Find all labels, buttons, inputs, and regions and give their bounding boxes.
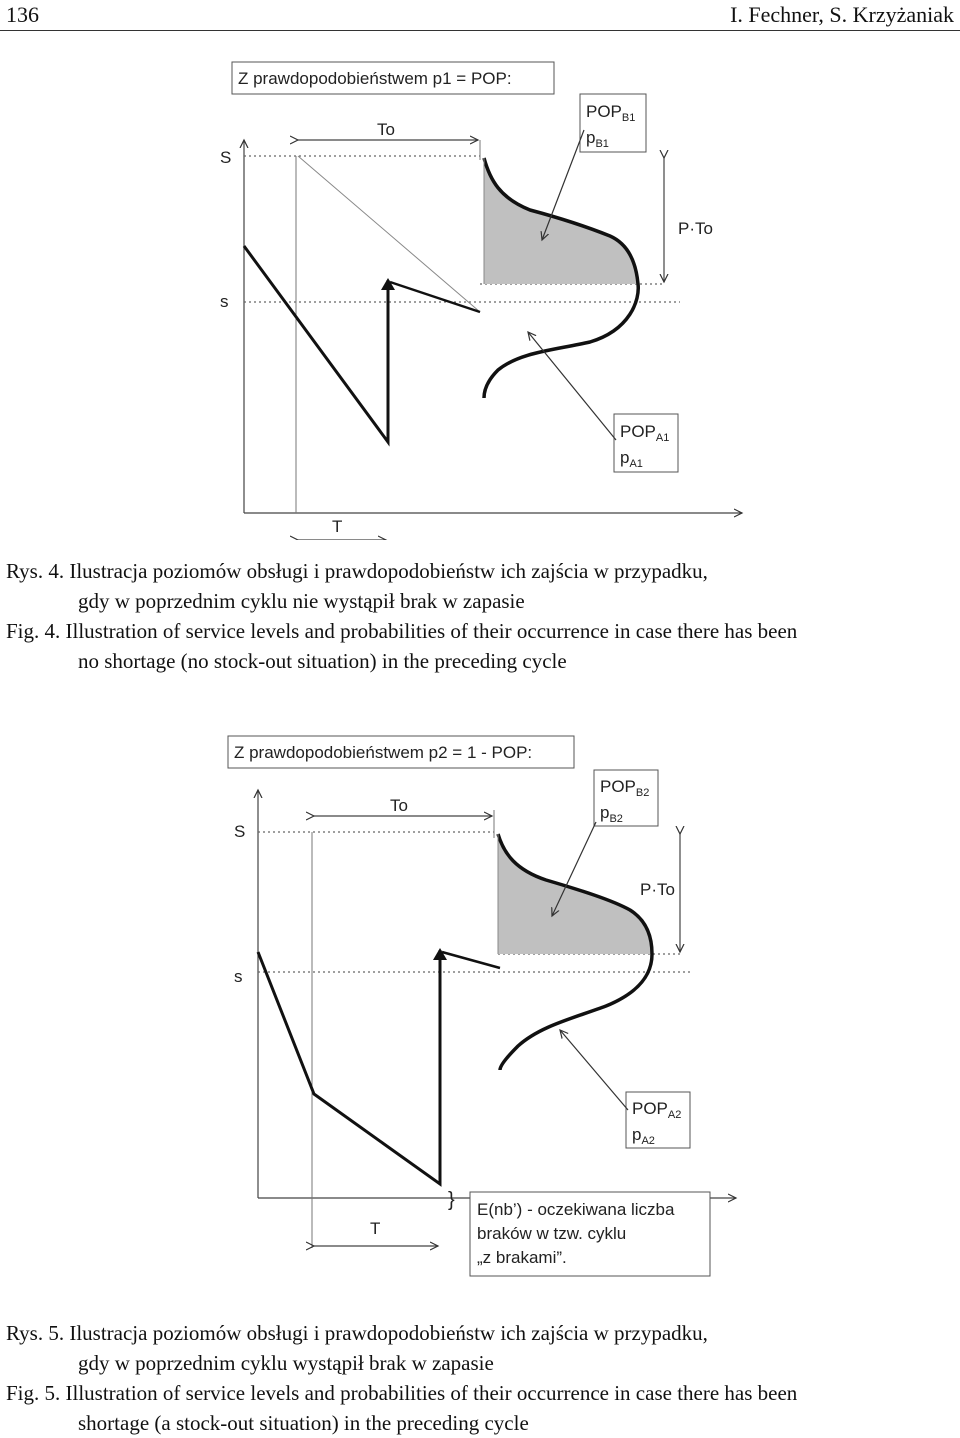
- label-S: S: [220, 148, 232, 167]
- inventory-path: [244, 246, 388, 442]
- label-s: s: [234, 967, 243, 986]
- label-s: s: [220, 292, 229, 311]
- shortage-line1: E(nb’) - oczekiwana liczba: [477, 1200, 675, 1219]
- caption-en-line1: Fig. 5. Illustration of service levels and probabilities of their occurrence in case there has been: [6, 1381, 798, 1405]
- label-To: To: [390, 796, 408, 815]
- post-delivery-line: [390, 282, 480, 312]
- caption-en-line2: no shortage (no stock-out situation) in the preceding cycle: [78, 649, 567, 673]
- label-T: T: [332, 517, 343, 536]
- label-PTo: P·To: [678, 219, 713, 238]
- pop-a2-label: $POP_{A2}$: [632, 1099, 682, 1121]
- pop-b-shaded-area: [484, 158, 638, 284]
- figure-4-diagram: [0, 0, 960, 540]
- label-PTo: P·To: [640, 880, 675, 899]
- p-a1-label: $p_{A1}$: [620, 448, 643, 470]
- inventory-path: [258, 952, 440, 1184]
- caption-pl-line2: gdy w poprzednim cyklu wystąpił brak w zapasie: [78, 1351, 494, 1375]
- pop-a1-label: $POP_{A1}$: [620, 422, 670, 444]
- caption-pl-line2: gdy w poprzednim cyklu nie wystąpił brak w zapasie: [78, 589, 525, 613]
- p-a2-label: $p_{A2}$: [632, 1125, 655, 1147]
- figure-4-caption: [6, 556, 797, 676]
- caption-en-line2: shortage (a stock-out situation) in the preceding cycle: [78, 1411, 529, 1435]
- p-b2-label: $p_{B2}$: [600, 803, 623, 825]
- shortage-line3: „z brakami”.: [477, 1248, 567, 1267]
- title-text: Z prawdopodobieństwem p2 = 1 - POP:: [234, 743, 533, 762]
- post-delivery-line: [442, 952, 500, 968]
- page-number: 136: [6, 2, 39, 27]
- pop-b-shaded-area: [498, 834, 652, 954]
- shortage-line2: braków w tzw. cyklu: [477, 1224, 627, 1243]
- pop-b1-label: $POP_{B1}$: [586, 102, 636, 124]
- label-T: T: [370, 1219, 381, 1238]
- p-b1-label: $p_{B1}$: [586, 128, 609, 150]
- shortage-brace: }: [448, 1189, 455, 1211]
- running-authors: I. Fechner, S. Krzyżaniak: [730, 2, 954, 27]
- caption-en-line1: Fig. 4. Illustration of service levels and probabilities of their occurrence in case there has been: [6, 619, 798, 643]
- pop-a2-pointer: [560, 1030, 628, 1110]
- figure-4: [0, 0, 960, 540]
- title-text: Z prawdopodobieństwem p1 = POP:: [238, 69, 512, 88]
- figure-5-caption: [6, 1318, 797, 1438]
- pop-b2-label: $POP_{B2}$: [600, 777, 650, 799]
- caption-pl-line1: Rys. 5. Ilustracja poziomów obsługi i prawdopodobieństw ich zajścia w przypadku,: [6, 1321, 708, 1345]
- label-To: To: [377, 120, 395, 139]
- figure-5-diagram: [0, 730, 960, 1290]
- figure-5: [0, 730, 960, 1290]
- label-S: S: [234, 822, 246, 841]
- pop-a1-pointer: [528, 332, 616, 440]
- caption-pl-line1: Rys. 4. Ilustracja poziomów obsługi i prawdopodobieństw ich zajścia w przypadku,: [6, 559, 708, 583]
